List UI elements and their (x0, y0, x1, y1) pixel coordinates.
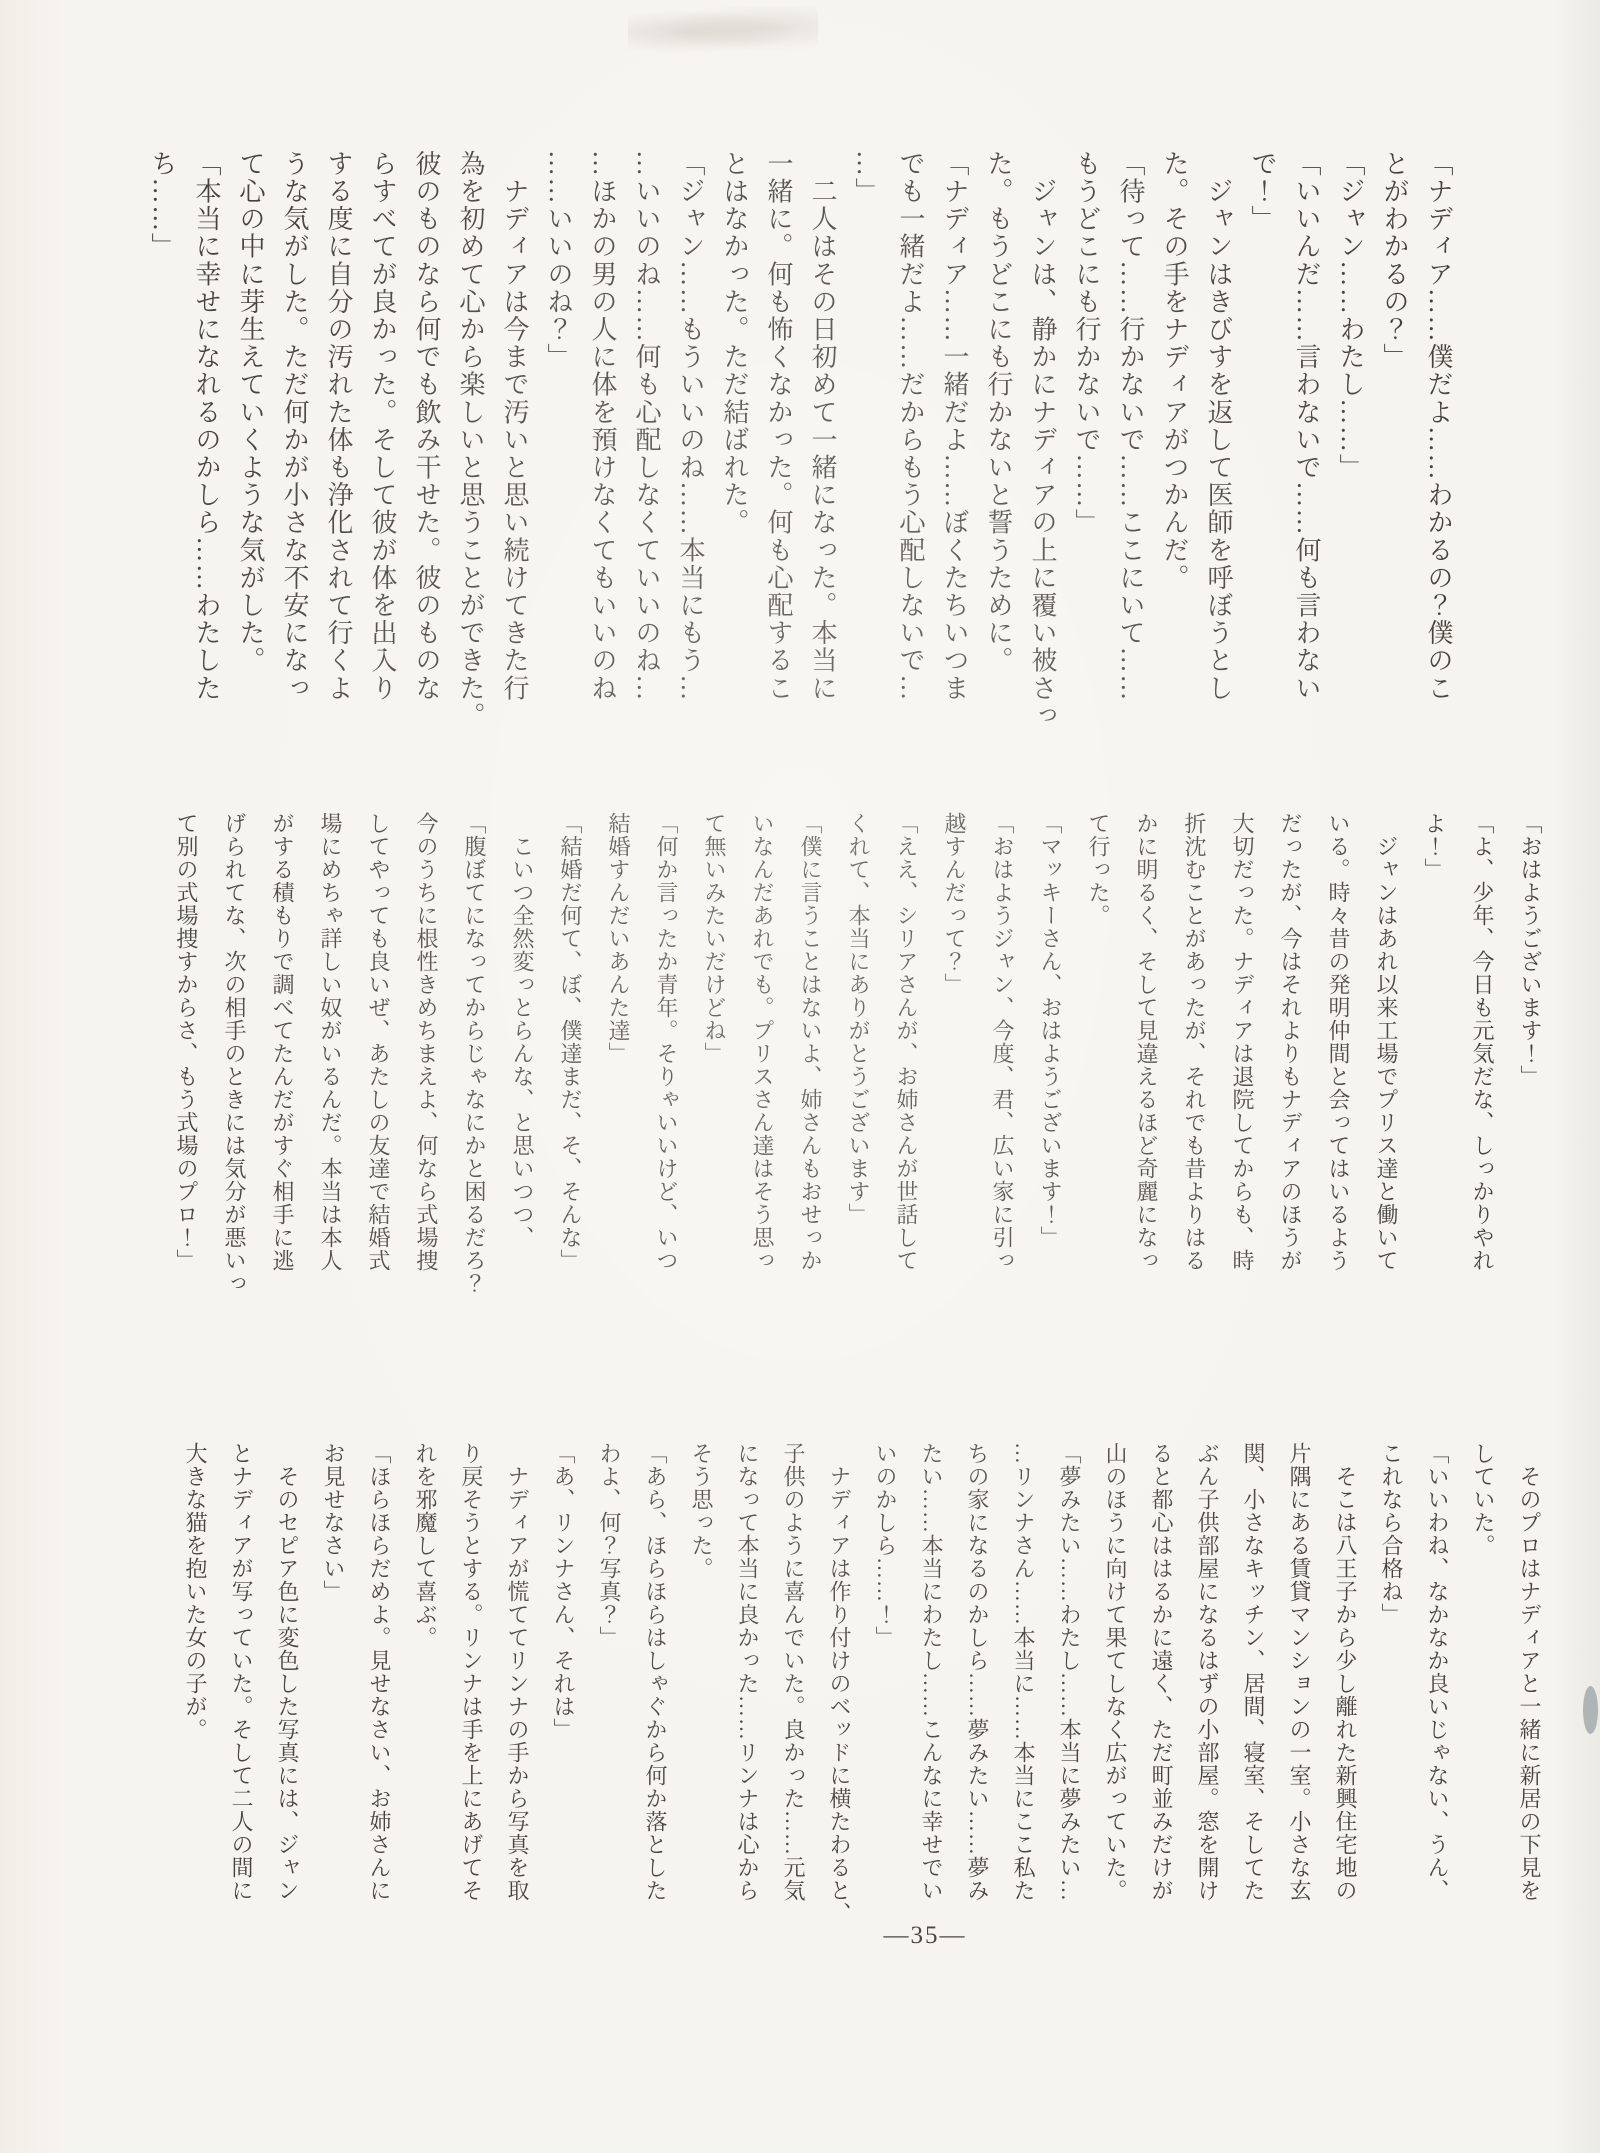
text-column: …」 (852, 150, 881, 206)
text-column: 子供のように喜んでいた。良かった……元気 (781, 1442, 806, 1902)
text-column: そのセピア色に変色した写真には、ジャン (275, 1442, 300, 1902)
text-column: らすべてが良かった。そして彼が体を出入り (368, 150, 397, 702)
text-column: もうどこにも行かないで……」 (1072, 150, 1101, 537)
text-column: でも一緒だよ……だからもう心配しないで… (896, 150, 925, 702)
text-column: 「おはようジャン、今度、君、広い家に引っ (990, 812, 1015, 1272)
text-column: り戻そうとする。リンナは手を上にあげてそ (459, 1442, 484, 1902)
text-column: 「ナディア……僕だよ……わかるの？僕のこ (1424, 150, 1453, 702)
text-column: 「何か言ったか青年。そりゃいいけど、いつ (654, 812, 679, 1272)
text-column: 越すんだって？」 (942, 812, 967, 996)
text-column: とがわかるの？」 (1380, 150, 1409, 371)
text-column: 「結婚だ何て、ぼ、僕達まだ、そ、そんな」 (558, 812, 583, 1272)
text-column: で！」 (1248, 150, 1277, 233)
text-column: 「ほらほらだめよ。見せなさい、お姉さんに (367, 1442, 392, 1902)
text-column: お見せなさい」 (321, 1442, 346, 1603)
text-column: とはなかった。ただ結ばれた。 (720, 150, 749, 537)
text-column: ナディアは今まで汚いと思い続けてきた行 (500, 150, 529, 702)
text-column: て行った。 (1086, 812, 1111, 927)
text-column: て別の式場捜すからさ、もう式場のプロ！」 (174, 812, 199, 1272)
text-column: て心の中に芽生えていくような気がした。 (236, 150, 265, 675)
text-column: ぶん子供部屋になるはずの小部屋。窓を開け (1195, 1442, 1220, 1902)
text-column: よ！」 (1422, 812, 1447, 881)
text-column: 今のうちに根性きめちまえよ、何なら式場捜 (414, 812, 439, 1272)
text-column: ナディアが慌ててリンナの手から写真を取 (505, 1442, 530, 1902)
text-column: ジャンはあれ以来工場でプリス達と働いて (1374, 812, 1399, 1272)
text-column: た。もうどこにも行かないと誓うために。 (984, 150, 1013, 675)
text-column: 「腹ぼてになってからじゃなにかと困るだろ？ (462, 812, 487, 1295)
text-column: 山のほうに向けて果てしなく広がっていた。 (1103, 1442, 1128, 1902)
scan-smudge-mark (1583, 1686, 1598, 1734)
text-column: こいつ全然変っとらんな、と思いつつ、 (510, 812, 535, 1249)
text-column: 大きな猫を抱いた女の子が。 (183, 1442, 208, 1741)
ink-bleed-mark (628, 6, 818, 58)
text-column: そう思った。 (689, 1442, 714, 1580)
text-column: げられてな、次の相手のときには気分が悪いっ (222, 812, 247, 1295)
text-column: になって本当に良かった……リンナは心から (735, 1442, 760, 1902)
text-column: とナディアが写っていた。そして二人の間に (229, 1442, 254, 1902)
text-column: 関、小さなキッチン、居間、寝室、そしてた (1241, 1442, 1266, 1902)
text-column: いなんだあれでも。プリスさん達はそう思っ (750, 812, 775, 1272)
text-column: ナディアは作り付けのベッドに横たわると、 (827, 1442, 852, 1925)
text-column: 折沈むことがあったが、それでも昔よりはる (1182, 812, 1207, 1272)
text-column: 「よ、少年、今日も元気だな、しっかりやれ (1470, 812, 1495, 1272)
text-column: ジャンは、静かにナディアの上に覆い被さっ (1028, 150, 1057, 730)
text-column: …リンナさん……本当に……本当にここ私た (1011, 1442, 1036, 1902)
text-column: た。その手をナディアがつかんだ。 (1160, 150, 1189, 592)
text-column: …ほかの男の人に体を預けなくてもいいのね (588, 150, 617, 702)
text-column: 「いいんだ……言わないで……何も言わない (1292, 150, 1321, 702)
text-column: 「ええ、シリアさんが、お姉さんが世話して (894, 812, 919, 1272)
text-column: ると都心ははるかに遠く、ただ町並みだけが (1149, 1442, 1174, 1902)
text-column: がする積もりで調べてたんだがすぐ相手に逃 (270, 812, 295, 1272)
text-column: 「マッキーさん、おはようございます！」 (1038, 812, 1063, 1249)
text-column: わよ、何？写真？」 (597, 1442, 622, 1649)
text-column: 「本当に幸せになれるのかしら……わたした (192, 150, 221, 702)
text-column: そのプロはナディアと一緒に新居の下見を (1517, 1442, 1542, 1902)
text-column: て無いみたいだけどね」 (702, 812, 727, 1065)
text-column: いる。時々昔の発明仲間と会ってはいるよう (1326, 812, 1351, 1272)
text-column: ジャンはきびすを返して医師を呼ぼうとし (1204, 150, 1233, 702)
text-column: いのかしら……！」 (873, 1442, 898, 1649)
text-column: 結婚すんだいあんた達」 (606, 812, 631, 1065)
text-column: 「ジャン……わたし……」 (1336, 150, 1365, 482)
text-column: 「あら、ほらほらはしゃぐから何か落とした (643, 1442, 668, 1902)
text-column: 大切だった。ナディアは退院してからも、時 (1230, 812, 1255, 1272)
text-column: うな気がした。ただ何かが小さな不安になっ (280, 150, 309, 702)
text-column: ちの家になるのかしら……夢みたい……夢み (965, 1442, 990, 1902)
text-column: 彼のものなら何でも飲み干せた。彼のものな (412, 150, 441, 702)
text-column: 「待って……行かないで……ここにいて…… (1116, 150, 1145, 702)
text-column: 「おはようございます！」 (1518, 812, 1543, 1088)
text-band-top (140, 150, 1460, 734)
text-column: ……いいのね？」 (544, 150, 573, 371)
text-column: 「ナディア……一緒だよ……ぼくたちいつま (940, 150, 969, 702)
text-column: かに明るく、そして見違えるほど奇麗になっ (1134, 812, 1159, 1272)
text-column: してやっても良いぜ、あたしの友達で結婚式 (366, 812, 391, 1272)
text-column: 「僕に言うことはないよ、姉さんもおせっか (798, 812, 823, 1272)
text-column: 片隅にある賃貸マンションの一室。小さな玄 (1287, 1442, 1312, 1902)
text-column: 二人はその日初めて一緒になった。本当に (808, 150, 837, 702)
text-column: 為を初めて心から楽しいと思うことができた。 (456, 150, 485, 730)
text-band-middle (162, 812, 1554, 1298)
text-column: そこは八王子から少し離れた新興住宅地の (1333, 1442, 1358, 1902)
text-column: れを邪魔して喜ぶ。 (413, 1442, 438, 1649)
page-number: ―35― (883, 1922, 967, 1949)
text-column: だったが、今はそれよりもナディアのほうが (1278, 812, 1303, 1272)
text-column: 「いいわね、なかなか良いじゃない、うん、 (1425, 1442, 1450, 1902)
text-band-bottom (172, 1442, 1552, 1928)
text-column: 場にめちゃ詳しい奴がいるんだ。本当は本人 (318, 812, 343, 1272)
text-column: …いいのね……何も心配しなくていいのね… (632, 150, 661, 702)
text-column: 「ジャン……もういいのね……本当にもう… (676, 150, 705, 702)
text-column: 一緒に。何も怖くなかった。何も心配するこ (764, 150, 793, 702)
text-column: 「あ、リンナさん、それは」 (551, 1442, 576, 1741)
text-column: くれて、本当にありがとうございます」 (846, 812, 871, 1226)
text-column: たい……本当にわたし……こんなに幸せでい (919, 1442, 944, 1902)
text-column: これなら合格ね」 (1379, 1442, 1404, 1626)
text-column: していた。 (1471, 1442, 1496, 1557)
text-column: する度に自分の汚れた体も浄化されて行くよ (324, 150, 353, 702)
text-column: 「夢みたい……わたし……本当に夢みたい… (1057, 1442, 1082, 1902)
text-column: ち……」 (148, 150, 177, 261)
